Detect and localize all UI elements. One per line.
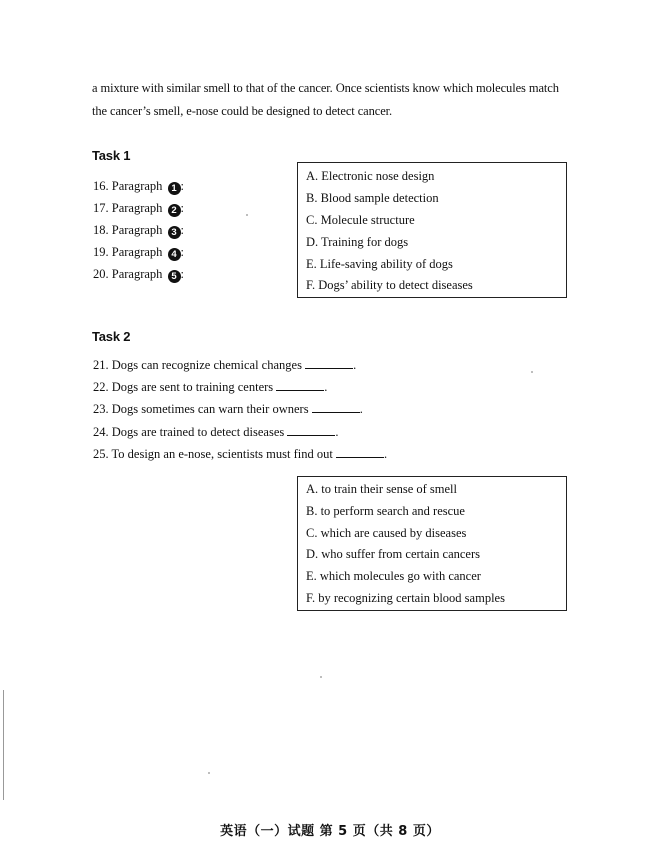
task2-option-e: E. which molecules go with cancer	[306, 569, 481, 583]
task1-option-d: D. Training for dogs	[306, 235, 409, 249]
task1-question-20: 20. Paragraph 5 :	[93, 267, 185, 282]
question-number: 18.	[93, 223, 109, 237]
answer-blank	[287, 425, 335, 436]
circled-number-icon: 2	[168, 204, 181, 217]
question-text: 21. Dogs can recognize chemical changes	[93, 358, 302, 372]
circled-number-icon: 3	[168, 226, 181, 239]
question-number: 17.	[93, 201, 109, 215]
task1-option-a: A. Electronic nose design	[306, 169, 435, 183]
circled-number-icon: 1	[168, 182, 181, 195]
scan-speck	[531, 371, 533, 373]
circled-number-icon: 4	[168, 248, 181, 261]
task1-option-e: E. Life-saving ability of dogs	[306, 257, 453, 271]
scan-speck	[208, 772, 210, 774]
task2-option-b: B. to perform search and rescue	[306, 504, 465, 518]
question-number: 16.	[93, 179, 109, 193]
task2-question-23: 23. Dogs sometimes can warn their owners .	[93, 402, 363, 416]
task1-question-17: 17. Paragraph 2 :	[93, 201, 185, 216]
intro-line-1: a mixture with similar smell to that of the cancer. Once scientists know which molecules match	[92, 81, 559, 95]
answer-blank	[336, 447, 384, 458]
answer-blank	[305, 358, 353, 369]
question-text: 24. Dogs are trained to detect diseases	[93, 425, 285, 439]
circled-number-icon: 5	[168, 270, 181, 283]
task2-question-22: 22. Dogs are sent to training centers .	[93, 380, 328, 394]
question-label: Paragraph	[111, 179, 163, 193]
task1-question-19: 19. Paragraph 4 :	[93, 245, 185, 260]
scan-speck	[246, 214, 248, 216]
task2-title: Task 2	[92, 329, 131, 344]
task2-option-c: C. which are caused by diseases	[306, 526, 467, 540]
task2-option-a: A. to train their sense of smell	[306, 482, 458, 496]
question-text: 25. To design an e-nose, scientists must find out	[93, 447, 333, 461]
answer-blank	[276, 380, 324, 391]
task2-option-d: D. who suffer from certain cancers	[306, 547, 480, 561]
task2-question-25: 25. To design an e-nose, scientists must find out .	[93, 447, 388, 461]
scan-edge-line	[3, 690, 4, 800]
task1-question-16: 16. Paragraph 1 :	[93, 179, 185, 194]
question-label: Paragraph	[111, 267, 163, 281]
question-label: Paragraph	[111, 201, 163, 215]
task1-option-f: F. Dogs’ ability to detect diseases	[306, 278, 473, 292]
question-number: 20.	[93, 267, 109, 281]
task2-options-box	[297, 476, 567, 611]
answer-blank	[312, 402, 360, 413]
question-text: 23. Dogs sometimes can warn their owners	[93, 402, 309, 416]
task1-question-18: 18. Paragraph 3 :	[93, 223, 185, 238]
task1-title: Task 1	[92, 148, 131, 163]
question-label: Paragraph	[111, 223, 163, 237]
question-number: 19.	[93, 245, 109, 259]
scan-speck	[320, 676, 322, 678]
task1-options-box	[297, 162, 567, 298]
question-text: 22. Dogs are sent to training centers	[93, 380, 274, 394]
page-footer: 英语（一）试题 第 5 页（共 8 页）	[220, 824, 440, 839]
question-label: Paragraph	[111, 245, 163, 259]
task2-option-f: F. by recognizing certain blood samples	[306, 591, 505, 605]
task1-option-b: B. Blood sample detection	[306, 191, 439, 205]
task2-question-24: 24. Dogs are trained to detect diseases .	[93, 425, 339, 439]
task1-option-c: C. Molecule structure	[306, 213, 415, 227]
intro-line-2: the cancer’s smell, e-nose could be designed to detect cancer.	[92, 104, 393, 118]
task2-question-21: 21. Dogs can recognize chemical changes .	[93, 358, 357, 372]
